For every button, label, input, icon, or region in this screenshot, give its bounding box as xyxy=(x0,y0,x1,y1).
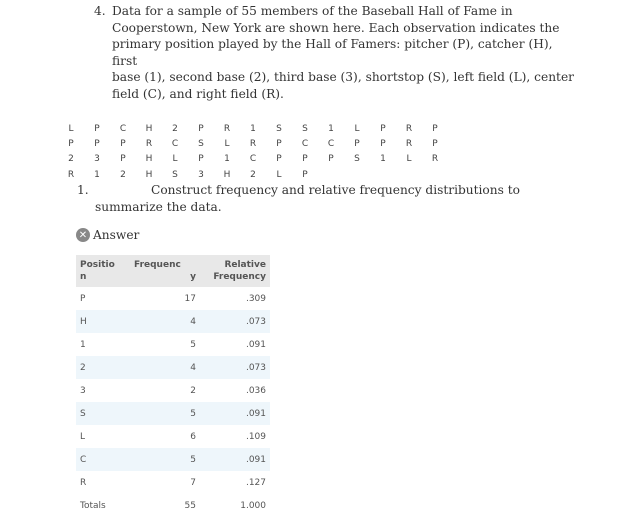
observation-cell: 1 xyxy=(224,154,230,165)
cell-frequency: 5 xyxy=(130,448,200,471)
observation-cell: R xyxy=(249,138,257,149)
table-row xyxy=(76,471,270,494)
observation-cell: L xyxy=(224,138,230,149)
subquestion xyxy=(77,182,520,199)
observation-cell: P xyxy=(380,138,386,149)
observation-cell: P xyxy=(302,154,308,165)
observation-cell: 1 xyxy=(380,154,386,165)
observation-cell: 3 xyxy=(94,154,100,165)
observation-cell: S xyxy=(172,169,178,180)
observation-cell: C xyxy=(327,138,335,149)
cell-position: P xyxy=(80,293,86,304)
frequency-table xyxy=(76,255,270,517)
cell-position: 3 xyxy=(80,385,86,396)
cell-relative: .073 xyxy=(200,310,270,333)
cell-position: L xyxy=(80,431,86,442)
observation-cell: L xyxy=(354,123,360,134)
cell-position: C xyxy=(76,448,130,471)
observation-cell: C xyxy=(171,138,179,149)
observation-cell: 2 xyxy=(250,169,256,180)
table-row xyxy=(76,402,270,425)
observation-cell: S xyxy=(198,138,204,149)
cell-position: 1 xyxy=(80,339,86,350)
problem-number: 4. xyxy=(94,4,106,18)
observation-row xyxy=(58,136,448,151)
subquestion-line2: summarize the data. xyxy=(95,200,222,214)
observation-cell: P xyxy=(94,138,100,149)
answer-label: Answer xyxy=(93,228,140,242)
observation-cell: L xyxy=(68,123,74,134)
cell-position: H xyxy=(76,310,130,333)
observation-row xyxy=(58,121,448,136)
observation-cell: P xyxy=(276,154,282,165)
observation-cell: P xyxy=(276,138,282,149)
observation-cell: P xyxy=(120,138,126,149)
observation-cell: 2 xyxy=(172,123,178,134)
observation-cell: P xyxy=(432,123,438,134)
cell-frequency: 6 xyxy=(190,431,196,442)
observation-cell: 1 xyxy=(250,123,256,134)
cell-relative: .036 xyxy=(245,385,266,396)
header-position: Positio n xyxy=(76,255,130,287)
cell-frequency: 7 xyxy=(190,477,196,488)
cell-frequency: 4 xyxy=(130,310,200,333)
table-header-row xyxy=(76,255,270,287)
table-row xyxy=(76,310,270,333)
observation-cell: H xyxy=(145,169,153,180)
observation-cell: P xyxy=(68,138,74,149)
cell-relative: .091 xyxy=(200,448,270,471)
observation-row xyxy=(58,167,448,182)
cell-frequency: 5 xyxy=(190,339,196,350)
problem-line: Data for a sample of 55 members of the Baseball Hall of Fame in xyxy=(112,4,513,18)
observation-cell: C xyxy=(119,123,127,134)
observation-cell: C xyxy=(301,138,309,149)
observation-cell: S xyxy=(276,123,282,134)
totals-label: Totals xyxy=(80,500,106,511)
cell-frequency: 2 xyxy=(190,385,196,396)
cell-position: R xyxy=(80,477,87,488)
observation-cell: P xyxy=(432,138,438,149)
header-frequency: Frequenc y xyxy=(130,255,200,287)
observation-cell: L xyxy=(172,154,178,165)
observation-cell: P xyxy=(120,154,126,165)
observation-cell: P xyxy=(198,154,204,165)
problem-line: primary position played by the Hall of Famers: pitcher (P), catcher (H), first xyxy=(112,37,553,68)
observation-row xyxy=(58,152,448,167)
observation-cell: 1 xyxy=(94,169,100,180)
observation-cell: H xyxy=(223,169,231,180)
cell-relative: .091 xyxy=(245,339,266,350)
observation-cell: R xyxy=(405,138,413,149)
observation-cell: 1 xyxy=(328,123,334,134)
observation-cell: R xyxy=(405,123,413,134)
table-row xyxy=(76,356,270,379)
cell-relative: .109 xyxy=(245,431,266,442)
table-row xyxy=(76,379,270,402)
cell-relative: .073 xyxy=(200,356,270,379)
observation-cell: S xyxy=(354,154,360,165)
table-row xyxy=(76,287,270,310)
observation-cell: 2 xyxy=(120,169,126,180)
table-row xyxy=(76,448,270,471)
observation-cell: R xyxy=(145,138,153,149)
observation-cell: P xyxy=(198,123,204,134)
observation-cell: 2 xyxy=(68,154,74,165)
answer-toggle[interactable] xyxy=(76,228,139,242)
observation-cell: S xyxy=(302,123,308,134)
totals-frequency: 55 xyxy=(184,500,196,511)
table-row xyxy=(76,425,270,448)
observation-cell: L xyxy=(406,154,412,165)
observations-grid xyxy=(58,121,448,182)
observation-cell: P xyxy=(302,169,308,180)
header-relative-frequency: Relative Frequency xyxy=(200,255,270,287)
cell-frequency: 17 xyxy=(184,293,196,304)
observation-cell: 3 xyxy=(198,169,204,180)
problem-line: field (C), and right field (R). xyxy=(112,86,284,101)
observation-cell: R xyxy=(67,169,75,180)
problem-line: base (1), second base (2), third base (3), shortstop (S), left field (L), center xyxy=(112,70,574,85)
cell-position: 2 xyxy=(76,356,130,379)
totals-relative: 1.000 xyxy=(240,500,266,511)
cell-relative: .127 xyxy=(245,477,266,488)
problem-statement xyxy=(94,3,574,103)
observation-cell: H xyxy=(145,154,153,165)
cell-relative: .309 xyxy=(245,293,266,304)
close-circle-icon: ✕ xyxy=(76,228,90,242)
observation-cell: L xyxy=(276,169,282,180)
observation-cell: P xyxy=(94,123,100,134)
problem-line: Cooperstown, New York are shown here. Each observation indicates the xyxy=(112,20,560,35)
observation-cell: C xyxy=(249,154,257,165)
table-row xyxy=(76,333,270,356)
cell-frequency: 5 xyxy=(130,402,200,425)
cell-frequency: 4 xyxy=(130,356,200,379)
observation-cell: P xyxy=(380,123,386,134)
cell-relative: .091 xyxy=(200,402,270,425)
observation-cell: R xyxy=(431,154,439,165)
observation-cell: P xyxy=(328,154,334,165)
cell-position: S xyxy=(76,402,130,425)
observation-cell: P xyxy=(354,138,360,149)
problem-text xyxy=(112,3,574,103)
observation-cell: H xyxy=(145,123,153,134)
observation-cell: R xyxy=(223,123,231,134)
subquestion-line1: Construct frequency and relative frequency distributions to xyxy=(151,183,520,197)
subquestion-number: 1. xyxy=(77,183,89,197)
totals-row xyxy=(76,494,270,517)
